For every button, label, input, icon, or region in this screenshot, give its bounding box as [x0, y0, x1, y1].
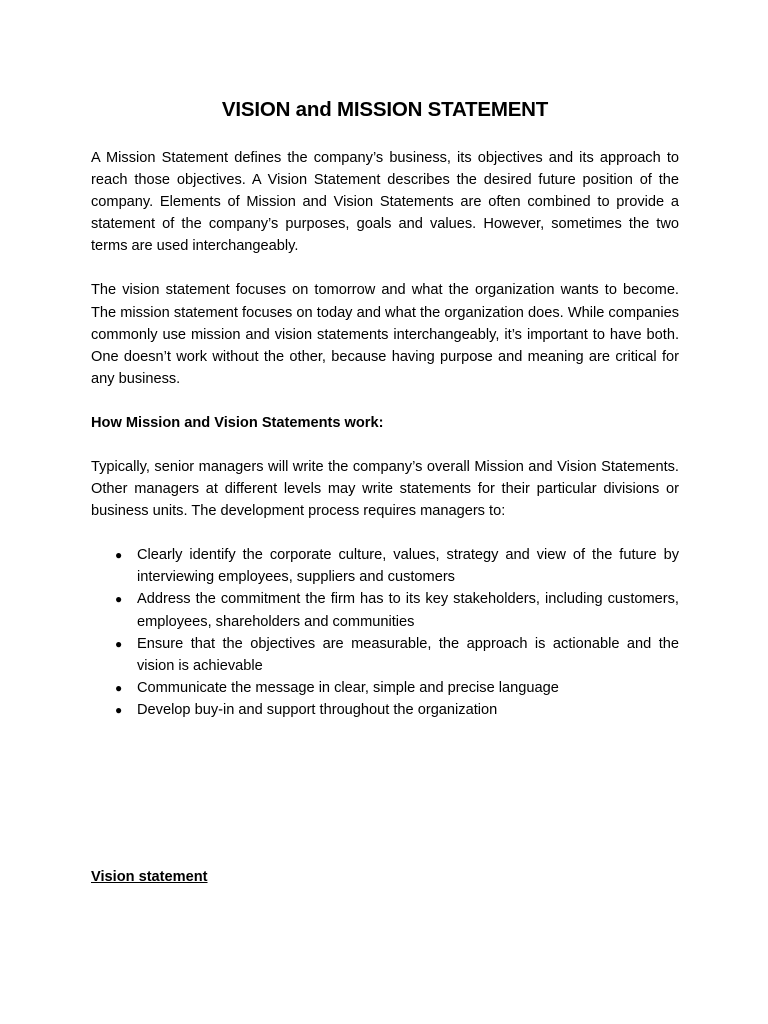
- subheading-how-it-works: How Mission and Vision Statements work:: [91, 414, 384, 431]
- bullet-icon: ●: [115, 636, 123, 651]
- document-body: [91, 96, 679, 721]
- list-item-text: Develop buy-in and support throughout the organization: [137, 701, 498, 718]
- list-item: [115, 677, 679, 699]
- section-heading-vision-statement: Vision statement: [91, 869, 208, 885]
- list-item-text: Address the commitment the firm has to its key stakeholders, including customers, employees, shareholders and communities: [137, 591, 679, 630]
- paragraph-intro: Typically, senior managers will write the company’s overall Mission and Vision Statements. Other managers at different levels may write statements for their particular divisions or business units. The development process requires managers to:: [91, 458, 679, 520]
- list-item-text: Clearly identify the corporate culture, values, strategy and view of the future by interviewing employees, suppliers and customers: [137, 547, 679, 586]
- bullet-icon: ●: [115, 680, 123, 695]
- paragraph-vision-focus: The vision statement focuses on tomorrow and what the organization wants to become. The mission statement focuses on today and what the organization does. While companies commonly use mission and vision statements interchangeably, it’s important to have both. One doesn’t work without the other, because having purpose and meaning are critical for any business.: [91, 282, 679, 387]
- paragraph-mission-definition: A Mission Statement defines the company’s business, its objectives and its approach to reach those objectives. A Vision Statement describes the desired future position of the company. Elements of Mission and Vision Statements are often combined to provide a statement of the company’s purposes, goals and values. However, sometimes the two terms are used interchangeably.: [91, 150, 679, 255]
- list-item-text: Ensure that the objectives are measurable, the approach is actionable and the vision is achievable: [137, 635, 679, 674]
- list-item: [115, 588, 679, 632]
- bullet-icon: ●: [115, 592, 123, 607]
- list-item: [115, 544, 679, 588]
- list-item: [115, 633, 679, 677]
- document-title: VISION and MISSION STATEMENT: [221, 98, 549, 121]
- list-item-text: Communicate the message in clear, simple and precise language: [137, 679, 559, 696]
- bullet-icon: ●: [115, 548, 123, 563]
- bullet-icon: ●: [115, 702, 123, 717]
- bullet-list: [91, 544, 679, 721]
- list-item: [115, 699, 679, 721]
